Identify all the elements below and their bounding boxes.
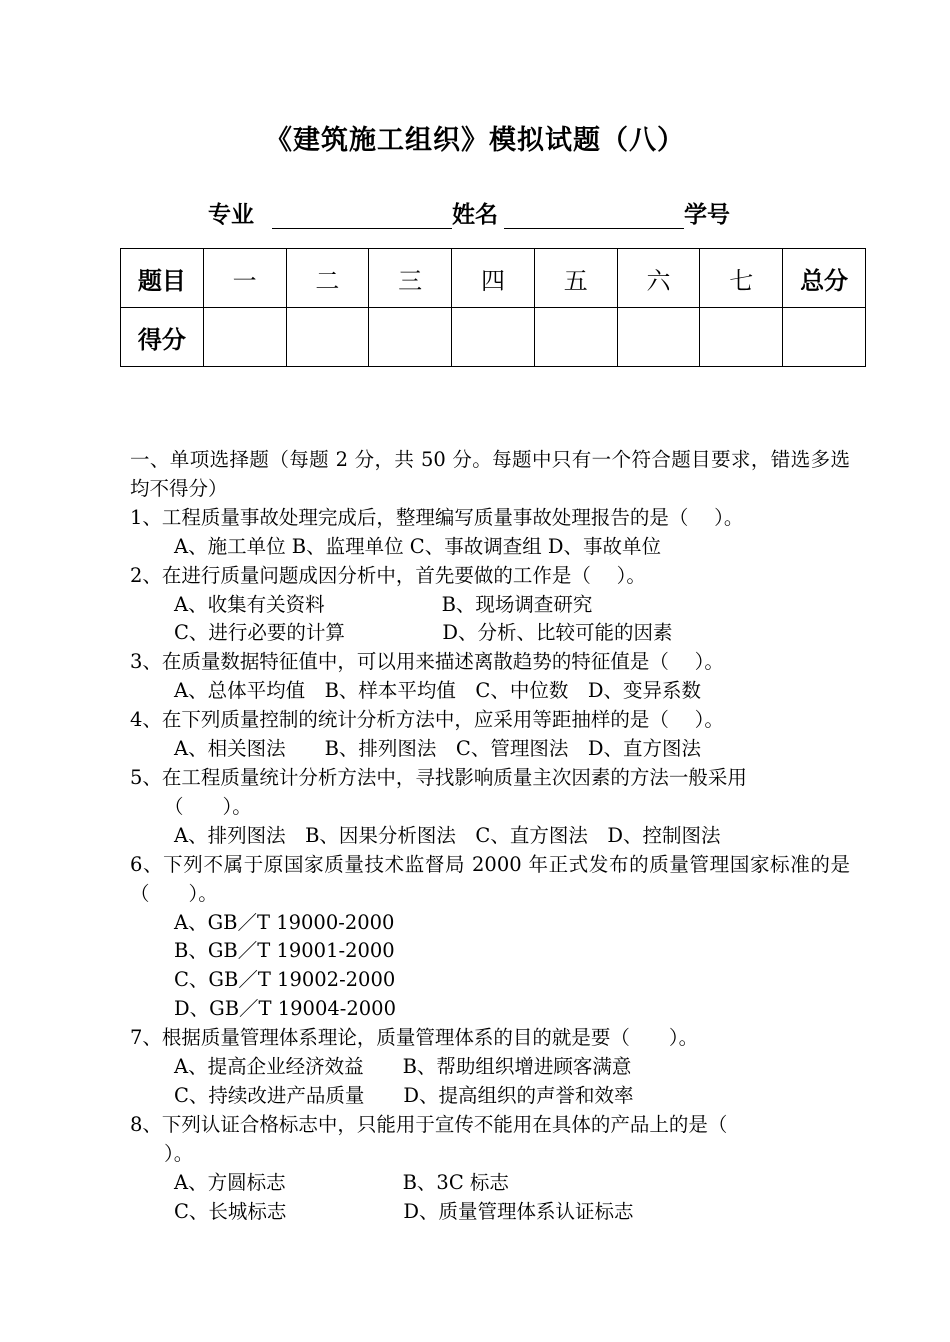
student-id-label: 学号 bbox=[684, 202, 730, 228]
score-header-cell: 二 bbox=[286, 249, 369, 308]
major-blank[interactable] bbox=[272, 228, 452, 229]
question-2-options-cd: C、进行必要的计算 D、分析、比较可能的因素 bbox=[174, 621, 673, 645]
score-cell[interactable] bbox=[534, 308, 617, 367]
student-info-row bbox=[0, 198, 950, 234]
question-2: 2、在进行质量问题成因分析中，首先要做的工作是（ ）。 bbox=[130, 563, 646, 587]
question-5: 5、在工程质量统计分析方法中，寻找影响质量主次因素的方法一般采用 bbox=[130, 765, 747, 789]
score-table-header-row bbox=[121, 249, 866, 308]
major-label: 专业 bbox=[208, 202, 254, 228]
score-table-score-row bbox=[121, 308, 866, 367]
question-8-continuation: ）。 bbox=[164, 1141, 194, 1165]
question-4: 4、在下列质量控制的统计分析方法中，应采用等距抽样的是（ ）。 bbox=[130, 708, 724, 732]
name-blank[interactable] bbox=[504, 228, 684, 229]
score-header-cell: 一 bbox=[203, 249, 286, 308]
question-6-option-d: D、GB／T 19004-2000 bbox=[174, 997, 396, 1021]
score-cell[interactable] bbox=[286, 308, 369, 367]
score-cell[interactable] bbox=[452, 308, 535, 367]
score-row-label: 得分 bbox=[121, 308, 204, 367]
question-7-options-ab: A、提高企业经济效益 B、帮助组织增进顾客满意 bbox=[174, 1055, 632, 1079]
score-header-cell: 五 bbox=[534, 249, 617, 308]
question-6-option-b: B、GB／T 19001-2000 bbox=[174, 939, 395, 963]
score-header-cell: 七 bbox=[700, 249, 783, 308]
question-1: 1、工程质量事故处理完成后，整理编写质量事故处理报告的是（ ）。 bbox=[130, 505, 744, 529]
score-table bbox=[120, 248, 866, 367]
question-5-options: A、排列图法 B、因果分析图法 C、直方图法 D、控制图法 bbox=[174, 823, 721, 847]
question-8-options-ab: A、方圆标志 B、3C 标志 bbox=[174, 1170, 509, 1194]
question-6-option-a: A、GB／T 19000-2000 bbox=[174, 910, 395, 934]
score-cell[interactable] bbox=[700, 308, 783, 367]
question-7-options-cd: C、持续改进产品质量 D、提高组织的声誉和效率 bbox=[174, 1083, 634, 1107]
question-8-options-cd: C、长城标志 D、质量管理体系认证标志 bbox=[174, 1199, 634, 1223]
section-heading: 一、单项选择题（每题 2 分，共 50 分。每题中只有一个符合题目要求，错选多选均不得分） bbox=[130, 448, 850, 500]
name-label: 姓名 bbox=[452, 202, 498, 228]
score-cell[interactable] bbox=[783, 308, 866, 367]
question-6-option-c: C、GB／T 19002-2000 bbox=[174, 968, 396, 992]
question-5-continuation: （ ）。 bbox=[164, 794, 252, 818]
question-6: 6、下列不属于原国家质量技术监督局 2000 年正式发布的质量管理国家标准的是（ ）。 bbox=[130, 852, 850, 905]
question-3-options: A、总体平均值 B、样本平均值 C、中位数 D、变异系数 bbox=[174, 679, 701, 703]
score-header-cell: 题目 bbox=[121, 249, 204, 308]
question-section bbox=[130, 446, 850, 1226]
question-3: 3、在质量数据特征值中，可以用来描述离散趋势的特征值是（ ）。 bbox=[130, 650, 724, 674]
score-cell[interactable] bbox=[203, 308, 286, 367]
score-header-cell: 总分 bbox=[783, 249, 866, 308]
score-header-cell: 六 bbox=[617, 249, 700, 308]
question-4-options: A、相关图法 B、排列图法 C、管理图法 D、直方图法 bbox=[174, 737, 701, 761]
question-8: 8、下列认证合格标志中，只能用于宣传不能用在具体的产品上的是（ bbox=[130, 1112, 728, 1136]
question-1-options: A、施工单位 B、监理单位 C、事故调查组 D、事故单位 bbox=[174, 534, 662, 558]
question-2-options-ab: A、收集有关资料 B、现场调查研究 bbox=[174, 592, 593, 616]
score-header-cell: 三 bbox=[369, 249, 452, 308]
score-cell[interactable] bbox=[617, 308, 700, 367]
question-7: 7、根据质量管理体系理论，质量管理体系的目的就是要（ ）。 bbox=[130, 1026, 699, 1050]
score-cell[interactable] bbox=[369, 308, 452, 367]
exam-title: 《建筑施工组织》模拟试题（八） bbox=[265, 125, 685, 156]
score-header-cell: 四 bbox=[452, 249, 535, 308]
